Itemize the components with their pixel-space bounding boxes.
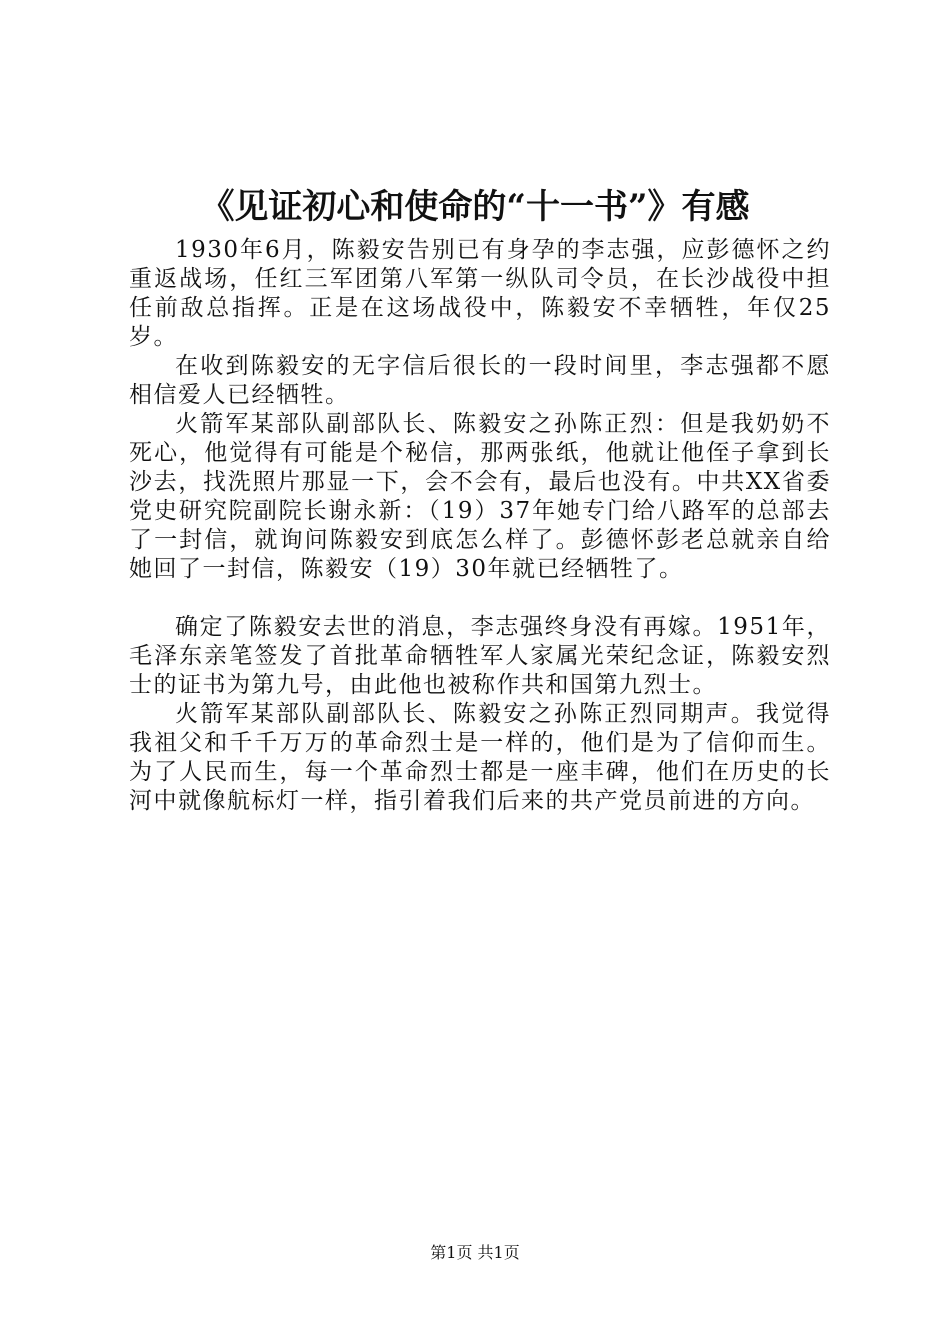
document-title: 《见证初心和使命的“十一书”》有感 (200, 187, 750, 227)
paragraph-3: 火箭军某部队副部队长、陈毅安之孙陈正烈：但是我奶奶不死心，他觉得有可能是个秘信，那两张纸，他就让他侄子拿到长沙去，找洗照片那显一下，会不会有，最后也没有。中共XX省委党史研究院副院长谢永新：（19）37年她专门给八路军的总部去了一封信，就询问陈毅安到底怎么样了。彭德怀彭老总就亲自给她回了一封信，陈毅安（19）30年就已经牺牲了。 (129, 411, 831, 582)
page-footer: 第1页 共1页 (430, 1243, 520, 1262)
paragraph-1: 1930年6月，陈毅安告别已有身孕的李志强，应彭德怀之约重返战场，任红三军团第八军第一纵队司令员，在长沙战役中担任前敌总指挥。正是在这场战役中，陈毅安不幸牺牲，年仅25岁。 (129, 237, 831, 350)
paragraph-4: 确定了陈毅安去世的消息，李志强终身没有再嫁。1951年，毛泽东亲笔签发了首批革命牺牲军人家属光荣纪念证，陈毅安烈士的证书为第九号，由此他也被称作共和国第九烈士。 (129, 614, 831, 698)
document-body (129, 236, 831, 816)
paragraph-5: 火箭军某部队副部队长、陈毅安之孙陈正烈同期声。我觉得我祖父和千千万万的革命烈士是一样的，他们是为了信仰而生。为了人民而生，每一个革命烈士都是一座丰碑，他们在历史的长河中就像航标灯一样，指引着我们后来的共产党员前进的方向。 (129, 701, 831, 814)
paragraph-2: 在收到陈毅安的无字信后很长的一段时间里，李志强都不愿相信爱人已经牺牲。 (129, 353, 831, 408)
paragraph-spacer (129, 584, 831, 613)
